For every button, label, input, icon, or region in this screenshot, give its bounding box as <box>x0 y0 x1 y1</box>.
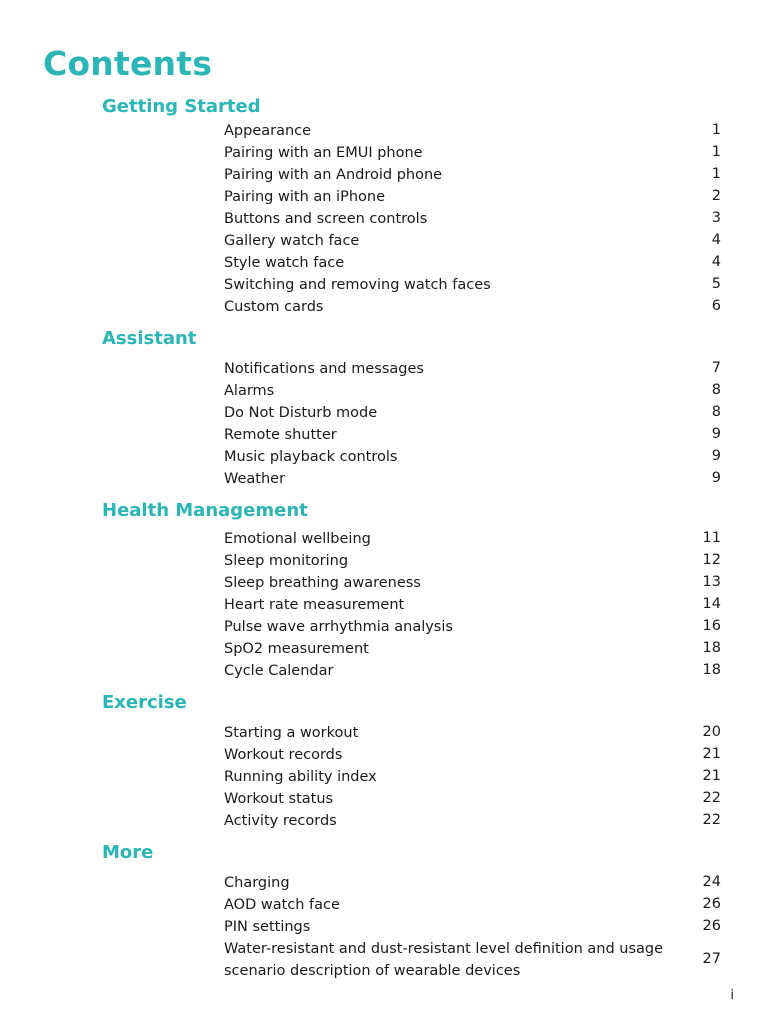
toc-entry-label: Switching and removing watch faces <box>224 277 491 293</box>
toc-entry[interactable] <box>0 424 768 446</box>
section-heading[interactable]: More <box>102 842 154 863</box>
toc-entry-label: Notifications and messages <box>224 361 424 377</box>
toc-entry-page: 1 <box>711 122 721 138</box>
toc-entry[interactable] <box>0 380 768 402</box>
toc-entry-page: 14 <box>702 596 721 612</box>
toc-entry[interactable] <box>0 142 768 164</box>
toc-entry[interactable] <box>0 938 768 982</box>
toc-entry-page: 7 <box>711 360 721 376</box>
toc-entry-label: Workout status <box>224 791 334 807</box>
toc-entry-label: AOD watch face <box>224 897 340 913</box>
toc-entry-label: SpO2 measurement <box>224 641 369 657</box>
toc-entry-label: Pairing with an EMUI phone <box>224 145 423 161</box>
section-heading[interactable]: Health Management <box>102 500 308 521</box>
toc-entry-label: Pairing with an iPhone <box>224 189 386 205</box>
toc-entry[interactable] <box>0 120 768 142</box>
toc-entry-page: 9 <box>711 470 721 486</box>
toc-entry-page: 22 <box>702 812 721 828</box>
toc-entry-page: 26 <box>702 896 721 912</box>
section-heading[interactable]: Exercise <box>102 692 187 713</box>
toc-entry-page: 8 <box>711 382 721 398</box>
toc-entry-label: Style watch face <box>224 255 345 271</box>
toc-entry-page: 22 <box>702 790 721 806</box>
toc-entry-label: Alarms <box>224 383 275 399</box>
toc-entry[interactable] <box>0 572 768 594</box>
toc-entry-page: 5 <box>711 276 721 292</box>
toc-entry-page: 18 <box>702 640 721 656</box>
toc-entry-label: Pulse wave arrhythmia analysis <box>224 619 453 635</box>
toc-entry-page: 21 <box>702 746 721 762</box>
toc-entry-label: Appearance <box>224 123 312 139</box>
toc-entry[interactable] <box>0 744 768 766</box>
toc-entry-label: Water-resistant and dust-resistant level definition and usage scenario description of wearable devices <box>224 941 664 979</box>
toc-entry-page: 13 <box>702 574 721 590</box>
toc-entry[interactable] <box>0 894 768 916</box>
toc-entry-page: 24 <box>702 874 721 890</box>
toc-entry-page: 8 <box>711 404 721 420</box>
toc-entry[interactable] <box>0 660 768 682</box>
toc-entry-label: Custom cards <box>224 299 324 315</box>
toc-entry-label: Starting a workout <box>224 725 359 741</box>
toc-entry[interactable] <box>0 402 768 424</box>
toc-entry-page: 12 <box>702 552 721 568</box>
toc-entry[interactable] <box>0 186 768 208</box>
toc-section-more <box>0 840 768 982</box>
toc-entry-page: 4 <box>711 232 721 248</box>
toc-entry-page: 16 <box>702 618 721 634</box>
toc-entry[interactable] <box>0 274 768 296</box>
toc-entry-page: 18 <box>702 662 721 678</box>
toc-entry-label: Remote shutter <box>224 427 337 443</box>
toc-entry-label: Heart rate measurement <box>224 597 405 613</box>
toc-entry[interactable] <box>0 872 768 894</box>
toc-entry[interactable] <box>0 528 768 550</box>
toc-entry-label: Do Not Disturb mode <box>224 405 378 421</box>
toc-section-exercise <box>0 690 768 832</box>
toc-entry-page: 27 <box>702 951 721 967</box>
toc-entry-page: 3 <box>711 210 721 226</box>
toc-entry-label: Sleep monitoring <box>224 553 349 569</box>
toc-entry-page: 26 <box>702 918 721 934</box>
toc-entry[interactable] <box>0 766 768 788</box>
toc-entry[interactable] <box>0 550 768 572</box>
page-number: i <box>730 988 734 1003</box>
toc-entry-label: Sleep breathing awareness <box>224 575 421 591</box>
toc-entry[interactable] <box>0 810 768 832</box>
toc-entry[interactable] <box>0 296 768 318</box>
toc-entry[interactable] <box>0 916 768 938</box>
section-heading[interactable]: Getting Started <box>102 96 261 117</box>
toc-entry-label: Workout records <box>224 747 343 763</box>
toc-entry[interactable] <box>0 252 768 274</box>
toc-entry[interactable] <box>0 164 768 186</box>
page-title: Contents <box>43 44 213 83</box>
table-of-contents <box>0 94 768 990</box>
toc-entry[interactable] <box>0 208 768 230</box>
section-heading[interactable]: Assistant <box>102 328 197 349</box>
toc-entry[interactable] <box>0 446 768 468</box>
toc-entry[interactable] <box>0 638 768 660</box>
toc-entry-label: Buttons and screen controls <box>224 211 428 227</box>
toc-entry[interactable] <box>0 722 768 744</box>
toc-entry[interactable] <box>0 230 768 252</box>
toc-entry-page: 9 <box>711 426 721 442</box>
toc-entry[interactable] <box>0 788 768 810</box>
toc-entry[interactable] <box>0 616 768 638</box>
toc-entry[interactable] <box>0 594 768 616</box>
toc-entry-page: 2 <box>711 188 721 204</box>
toc-entry-label: Running ability index <box>224 769 377 785</box>
toc-entry-page: 11 <box>702 530 721 546</box>
toc-entry-label: Weather <box>224 471 286 487</box>
toc-entry-label: Gallery watch face <box>224 233 360 249</box>
toc-entry-label: Cycle Calendar <box>224 663 334 679</box>
toc-entry-label: Charging <box>224 875 290 891</box>
toc-entry-label: PIN settings <box>224 919 311 935</box>
toc-entry-label: Music playback controls <box>224 449 398 465</box>
toc-entry-page: 1 <box>711 144 721 160</box>
toc-entry-page: 20 <box>702 724 721 740</box>
toc-section-health-management <box>0 498 768 682</box>
toc-entry[interactable] <box>0 358 768 380</box>
toc-entry-label: Emotional wellbeing <box>224 531 371 547</box>
toc-entry-label: Pairing with an Android phone <box>224 167 443 183</box>
toc-entry-page: 21 <box>702 768 721 784</box>
toc-entry[interactable] <box>0 468 768 490</box>
toc-entry-page: 1 <box>711 166 721 182</box>
toc-entry-page: 4 <box>711 254 721 270</box>
toc-section-getting-started <box>0 94 768 318</box>
toc-entry-label: Activity records <box>224 813 337 829</box>
toc-entry-page: 9 <box>711 448 721 464</box>
toc-entry-page: 6 <box>711 298 721 314</box>
toc-section-assistant <box>0 326 768 490</box>
